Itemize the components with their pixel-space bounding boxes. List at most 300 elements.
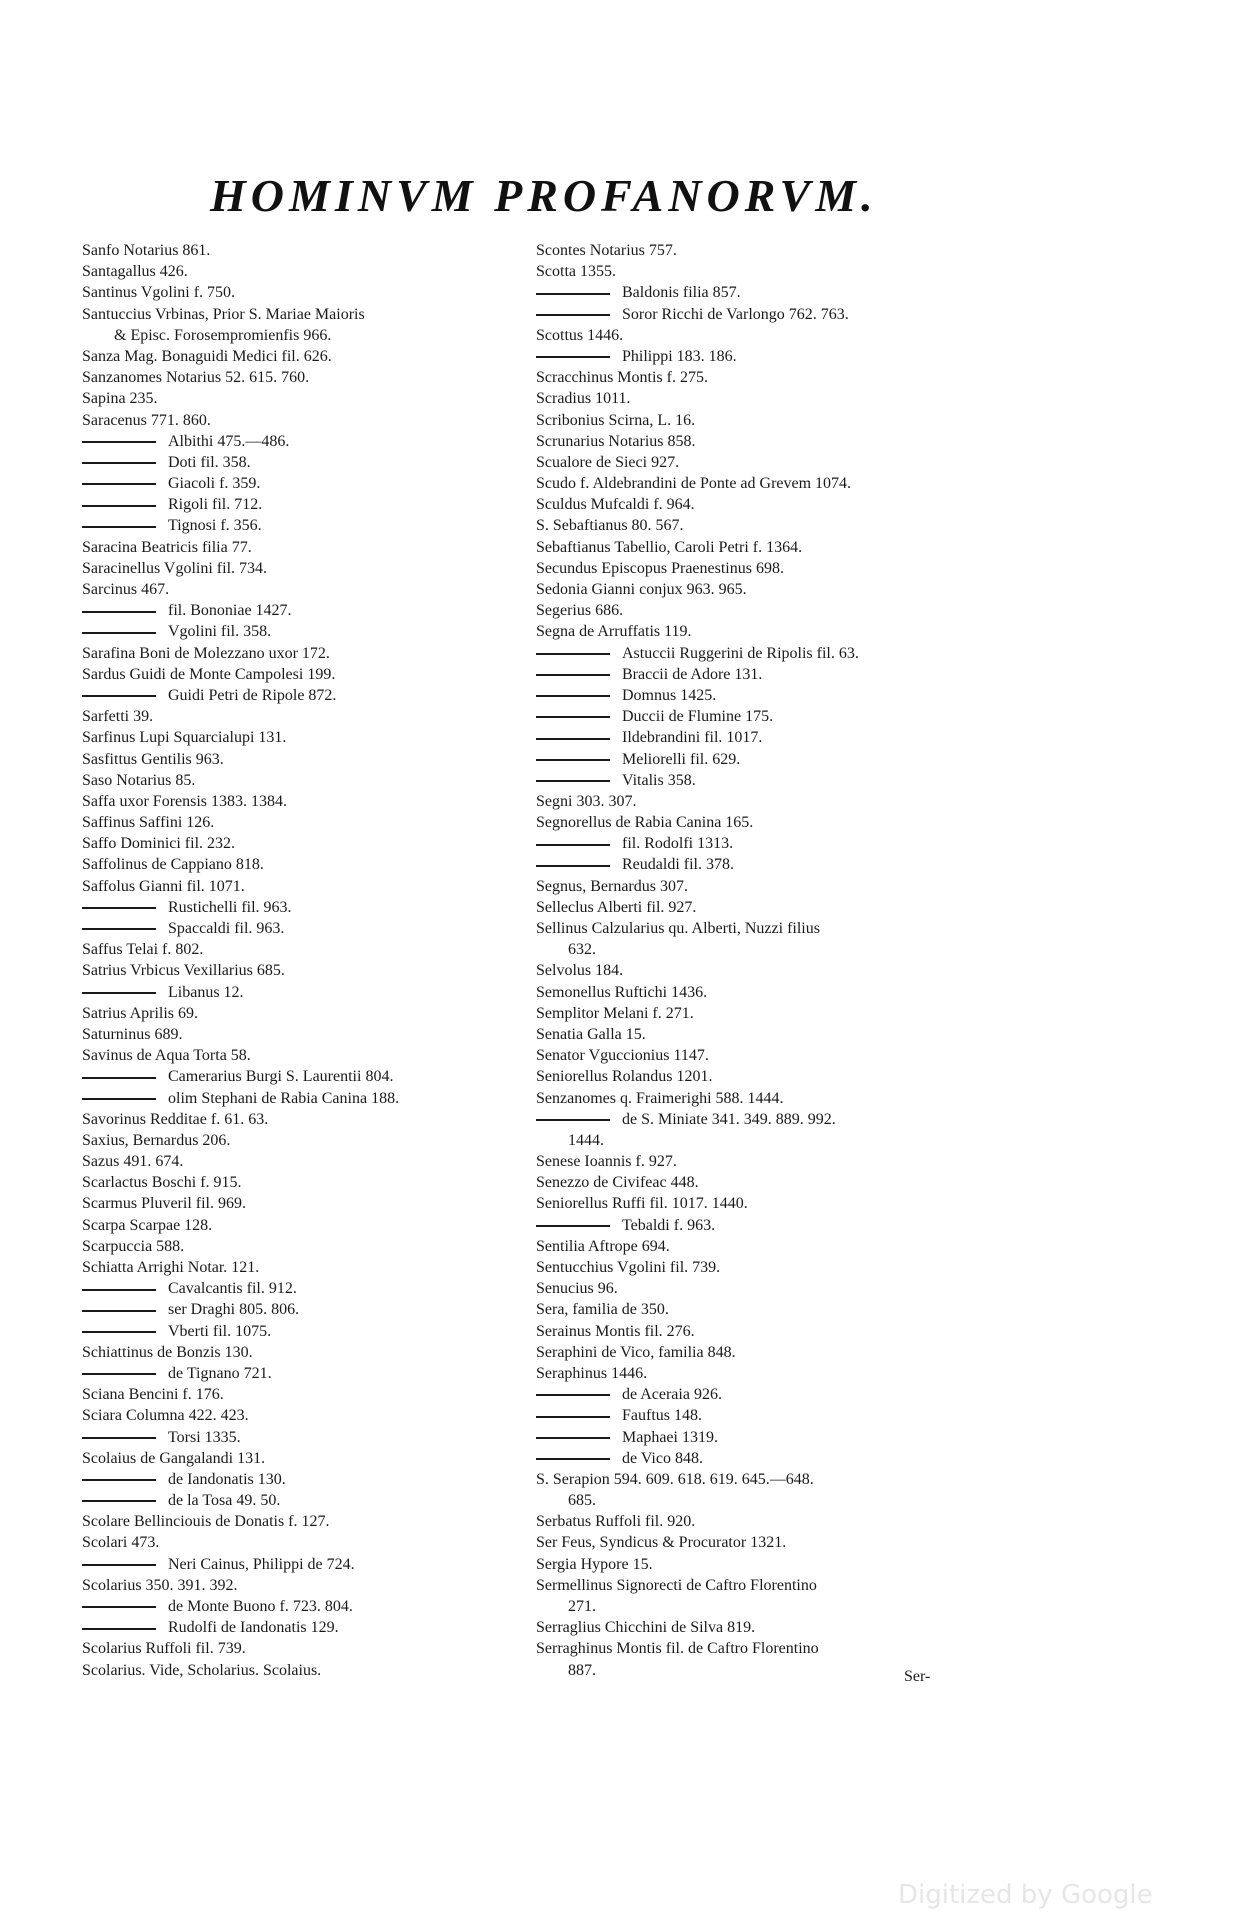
index-entry [82, 749, 522, 770]
index-entry [82, 1660, 522, 1681]
entry-text: Saffa uxor Forensis 1383. 1384. [82, 792, 288, 810]
index-entry [82, 812, 522, 833]
index-entry [536, 473, 996, 494]
index-entry [536, 388, 996, 409]
index-entry [82, 452, 522, 473]
entry-text: Sarafina Boni de Molezzano uxor 172. [82, 644, 330, 662]
index-entry [82, 833, 522, 854]
ditto-dash [82, 1628, 156, 1630]
ditto-dash [82, 632, 156, 634]
entry-text: Domnus 1425. [622, 686, 717, 704]
index-entry [82, 1575, 522, 1596]
entry-text: Vgolini fil. 358. [168, 623, 272, 641]
entry-text: Braccii de Adore 131. [622, 665, 763, 683]
entry-text: Semonellus Ruftichi 1436. [536, 983, 708, 1001]
index-entry [82, 367, 522, 388]
index-entry [536, 1257, 996, 1278]
index-entry [82, 304, 522, 325]
ditto-dash [536, 293, 610, 295]
entry-text: Senucius 96. [536, 1280, 618, 1298]
index-entry [536, 1617, 996, 1638]
entry-text: Sedonia Gianni conjux 963. 965. [536, 581, 747, 598]
entry-text: Sciara Columna 422. 423. [82, 1407, 249, 1425]
entry-text: Sciana Bencini f. 176. [82, 1386, 224, 1404]
index-entry [82, 1321, 522, 1342]
index-entry [82, 1109, 522, 1130]
index-entry [536, 621, 996, 642]
index-entry [536, 431, 996, 452]
index-entry [82, 1469, 522, 1490]
entry-text: Scudo f. Aldebrandini de Ponte ad Grevem 1074. [536, 475, 852, 493]
ditto-dash [82, 1479, 156, 1481]
ditto-dash [82, 526, 156, 528]
entry-text: Saffo Dominici fil. 232. [82, 835, 236, 853]
index-entry [82, 643, 522, 664]
index-entry [82, 1066, 522, 1087]
index-column-left [82, 240, 522, 1681]
index-entry [82, 1215, 522, 1236]
index-entry [82, 1490, 522, 1511]
entry-text: Saffolus Gianni fil. 1071. [82, 877, 245, 895]
index-entry [82, 1172, 522, 1193]
ditto-dash [536, 1225, 610, 1227]
index-entry [536, 1066, 996, 1087]
entry-text: S. Sebaftianus 80. 567. [536, 517, 684, 535]
ditto-dash [82, 1077, 156, 1079]
index-entry [536, 727, 996, 748]
entry-text: Saracina Beatricis filia 77. [82, 538, 252, 556]
index-entry [82, 325, 522, 346]
index-entry [536, 854, 996, 875]
entry-text: Libanus 12. [168, 983, 244, 1001]
index-entry [536, 1384, 996, 1405]
entry-text: Secundus Episcopus Praenestinus 698. [536, 559, 784, 577]
index-entry [536, 494, 996, 515]
index-entry [536, 325, 996, 346]
index-entry [82, 1045, 522, 1066]
index-entry [82, 1638, 522, 1659]
index-entry [82, 621, 522, 642]
index-entry [82, 1024, 522, 1045]
index-entry [536, 897, 996, 918]
index-entry [536, 1045, 996, 1066]
index-entry [82, 515, 522, 536]
index-entry [536, 918, 996, 939]
index-entry [536, 600, 996, 621]
index-entry [536, 537, 996, 558]
entry-text: Scontes Notarius 757. [536, 242, 677, 259]
index-entry [536, 1363, 996, 1384]
index-entry [536, 452, 996, 473]
entry-text: Scarpa Scarpae 128. [82, 1216, 213, 1234]
index-entry [82, 876, 522, 897]
entry-text: Giacoli f. 359. [168, 475, 261, 493]
index-entry [536, 982, 996, 1003]
ditto-dash [536, 738, 610, 740]
entry-text: Scolaius de Gangalandi 131. [82, 1449, 266, 1467]
index-column-right [536, 240, 996, 1681]
index-entry [82, 706, 522, 727]
index-entry [82, 282, 522, 303]
ditto-dash [536, 1119, 610, 1121]
index-entry [536, 1278, 996, 1299]
index-entry [82, 579, 522, 600]
index-entry [536, 685, 996, 706]
index-entry [82, 854, 522, 875]
index-entry [82, 537, 522, 558]
index-entry [82, 1405, 522, 1426]
entry-text: Rigoli fil. 712. [168, 496, 263, 514]
index-entry [536, 1299, 996, 1320]
index-entry [82, 261, 522, 282]
entry-text: de Monte Buono f. 723. 804. [168, 1598, 353, 1615]
entry-text: Ildebrandini fil. 1017. [622, 729, 763, 747]
ditto-dash [82, 1500, 156, 1502]
entry-text: Seniorellus Ruffi fil. 1017. 1440. [536, 1195, 748, 1213]
index-entry [82, 431, 522, 452]
index-entry [536, 1172, 996, 1193]
entry-text: Saso Notarius 85. [82, 771, 196, 789]
entry-text: Scolarius. Vide, Scholarius. Scolaius. [82, 1661, 322, 1679]
entry-text: Saracenus 771. 860. [82, 411, 211, 429]
entry-text: Sentilia Aftrope 694. [536, 1237, 670, 1255]
index-entry [82, 664, 522, 685]
index-entry [82, 558, 522, 579]
entry-text: Seniorellus Rolandus 1201. [536, 1068, 713, 1086]
entry-text: Saffinus Saffini 126. [82, 814, 215, 832]
entry-text: Scrunarius Notarius 858. [536, 432, 696, 450]
entry-text: Reudaldi fil. 378. [622, 856, 734, 874]
entry-text: Saracinellus Vgolini fil. 734. [82, 559, 268, 577]
entry-text: Senese Ioannis f. 927. [536, 1153, 677, 1171]
index-entry [82, 1448, 522, 1469]
entry-text: Sebaftianus Tabellio, Caroli Petri f. 1364. [536, 538, 803, 556]
index-entry [536, 1236, 996, 1257]
index-entry [82, 1384, 522, 1405]
entry-text: Saffus Telai f. 802. [82, 941, 204, 959]
index-entry [82, 1554, 522, 1575]
index-entry [82, 600, 522, 621]
entry-text: Fauftus 148. [622, 1407, 702, 1425]
ditto-dash [82, 695, 156, 697]
index-entry [536, 1193, 996, 1214]
ditto-dash [82, 907, 156, 909]
index-entry [536, 1469, 996, 1490]
entry-text: Senezzo de Civifeac 448. [536, 1174, 699, 1192]
entry-text: Sera, familia de 350. [536, 1301, 669, 1319]
index-entry [82, 685, 522, 706]
index-entry [536, 579, 996, 600]
entry-text: Sasfittus Gentilis 963. [82, 750, 224, 768]
entry-text: Selleclus Alberti fil. 927. [536, 898, 697, 916]
index-entry [82, 1193, 522, 1214]
ditto-dash [536, 674, 610, 676]
index-entry [82, 240, 522, 261]
entry-text: de Vico 848. [622, 1449, 703, 1467]
ditto-dash [536, 780, 610, 782]
ditto-dash [536, 1394, 610, 1396]
index-entry [82, 1257, 522, 1278]
entry-text: Tignosi f. 356. [168, 517, 262, 535]
index-entry [536, 749, 996, 770]
index-entry [82, 494, 522, 515]
entry-text: Sarfinus Lupi Squarcialupi 131. [82, 729, 287, 747]
entry-text: Sarcinus 467. [82, 581, 170, 598]
index-entry [536, 1109, 996, 1130]
entry-text: Sanzanomes Notarius 52. 615. 760. [82, 369, 310, 387]
index-entry [536, 367, 996, 388]
entry-text: fil. Bononiae 1427. [168, 602, 292, 620]
entry-text: Scualore de Sieci 927. [536, 453, 680, 471]
entry-text: 887. [568, 1661, 596, 1679]
ditto-dash [82, 1098, 156, 1100]
entry-text: Neri Cainus, Philippi de 724. [168, 1555, 355, 1573]
entry-text: Scolari 473. [82, 1534, 160, 1552]
entry-text: Scottus 1446. [536, 326, 624, 344]
entry-text: Serraghinus Montis fil. de Caftro Florentino [536, 1640, 819, 1658]
entry-text: Rudolfi de Iandonatis 129. [168, 1619, 339, 1637]
index-entry [82, 1130, 522, 1151]
entry-text: Maphaei 1319. [622, 1428, 718, 1446]
entry-text: Tebaldi f. 963. [622, 1216, 716, 1234]
index-entry [536, 1511, 996, 1532]
ditto-dash [536, 314, 610, 316]
entry-text: Segna de Arruffatis 119. [536, 623, 692, 641]
index-entry [82, 1003, 522, 1024]
ditto-dash [82, 928, 156, 930]
index-entry [536, 1405, 996, 1426]
entry-text: Semplitor Melani f. 271. [536, 1004, 694, 1022]
entry-text: Sazus 491. 674. [82, 1153, 184, 1171]
index-entry [536, 1088, 996, 1109]
index-entry [536, 643, 996, 664]
entry-text: Sapina 235. [82, 390, 158, 408]
entry-text: Scolare Bellinciouis de Donatis f. 127. [82, 1513, 330, 1531]
entry-text: Philippi 183. 186. [622, 347, 737, 365]
index-entry [536, 1596, 996, 1617]
entry-text: Scarpuccia 588. [82, 1237, 185, 1255]
index-entry [536, 1342, 996, 1363]
index-entry [536, 1427, 996, 1448]
ditto-dash [82, 992, 156, 994]
index-entry [536, 1151, 996, 1172]
ditto-dash [82, 1331, 156, 1333]
entry-text: Scolarius 350. 391. 392. [82, 1576, 238, 1594]
index-entry [536, 960, 996, 981]
entry-text: Sarfetti 39. [82, 708, 154, 726]
entry-text: Serbatus Ruffoli fil. 920. [536, 1513, 696, 1531]
index-entry [536, 939, 996, 960]
index-entry [82, 1617, 522, 1638]
ditto-dash [82, 1373, 156, 1375]
entry-text: Astuccii Ruggerini de Ripolis fil. 63. [622, 644, 859, 662]
entry-text: Senator Vguccionius 1147. [536, 1047, 709, 1065]
entry-text: Seraphinus 1446. [536, 1364, 648, 1382]
entry-text: Sellinus Calzularius qu. Alberti, Nuzzi filius [536, 920, 820, 937]
index-entry [82, 770, 522, 791]
entry-text: de Aceraia 926. [622, 1386, 722, 1404]
index-entry [536, 261, 996, 282]
entry-text: 1444. [568, 1131, 604, 1149]
entry-text: Sergia Hypore 15. [536, 1555, 653, 1573]
index-entry [536, 1130, 996, 1151]
index-entry [536, 770, 996, 791]
entry-text: Segnus, Bernardus 307. [536, 877, 688, 895]
entry-text: Selvolus 184. [536, 962, 624, 980]
index-entry [82, 1532, 522, 1553]
page-title: HOMINVM PROFANORVM. [210, 170, 878, 221]
entry-text: Albithi 475.—486. [168, 432, 290, 450]
ditto-dash [536, 356, 610, 358]
entry-text: Scradius 1011. [536, 390, 631, 408]
index-entry [536, 1448, 996, 1469]
entry-text: Savinus de Aqua Torta 58. [82, 1047, 251, 1065]
index-entry [82, 346, 522, 367]
ditto-dash [536, 844, 610, 846]
index-entry [82, 1427, 522, 1448]
index-entry [82, 1236, 522, 1257]
entry-text: Serainus Montis fil. 276. [536, 1322, 695, 1340]
index-entry [536, 1532, 996, 1553]
index-entry [536, 1003, 996, 1024]
entry-text: Sanza Mag. Bonaguidi Medici fil. 626. [82, 347, 332, 365]
entry-text: 632. [568, 941, 596, 959]
ditto-dash [536, 1416, 610, 1418]
index-entry [536, 240, 996, 261]
index-entry [536, 1490, 996, 1511]
entry-text: & Episc. Forosempromienfis 966. [114, 326, 332, 344]
entry-text: Saxius, Bernardus 206. [82, 1131, 231, 1149]
entry-text: ser Draghi 805. 806. [168, 1301, 300, 1319]
index-entry [82, 727, 522, 748]
index-entry [536, 558, 996, 579]
ditto-dash [82, 505, 156, 507]
ditto-dash [82, 1606, 156, 1608]
index-entry [82, 1596, 522, 1617]
ditto-dash [536, 695, 610, 697]
index-entry [536, 410, 996, 431]
index-entry [536, 1215, 996, 1236]
index-entry [536, 876, 996, 897]
index-entry [536, 791, 996, 812]
entry-text: Meliorelli fil. 629. [622, 750, 741, 768]
ditto-dash [82, 1564, 156, 1566]
index-entry [82, 410, 522, 431]
entry-text: Savorinus Redditae f. 61. 63. [82, 1110, 269, 1128]
index-entry [82, 1278, 522, 1299]
entry-text: Santinus Vgolini f. 750. [82, 284, 236, 302]
index-entry [82, 1511, 522, 1532]
entry-text: Scarmus Pluveril fil. 969. [82, 1195, 246, 1213]
entry-text: Scracchinus Montis f. 275. [536, 369, 708, 387]
index-entry [82, 1299, 522, 1320]
index-entry [536, 664, 996, 685]
entry-text: Saturninus 689. [82, 1025, 183, 1043]
index-entry [536, 706, 996, 727]
ditto-dash [82, 1310, 156, 1312]
entry-text: fil. Rodolfi 1313. [622, 835, 734, 853]
entry-text: Senzanomes q. Fraimerighi 588. 1444. [536, 1089, 784, 1107]
index-entry [82, 897, 522, 918]
index-entry [82, 1363, 522, 1384]
entry-text: de Tignano 721. [168, 1364, 272, 1382]
entry-text: de S. Miniate 341. 349. 889. 992. [622, 1110, 836, 1128]
index-entry [536, 304, 996, 325]
entry-text: Vitalis 358. [622, 771, 696, 789]
index-entry [82, 939, 522, 960]
index-entry [82, 918, 522, 939]
index-entry [536, 1575, 996, 1596]
ditto-dash [82, 462, 156, 464]
ditto-dash [536, 865, 610, 867]
entry-text: olim Stephani de Rabia Canina 188. [168, 1089, 400, 1107]
ditto-dash [536, 716, 610, 718]
entry-text: Camerarius Burgi S. Laurentii 804. [168, 1068, 394, 1086]
entry-text: Seraphini de Vico, familia 848. [536, 1343, 736, 1361]
entry-text: Sermellinus Signorecti de Caftro Florentino [536, 1576, 817, 1594]
entry-text: Schiatta Arrighi Notar. 121. [82, 1259, 260, 1276]
digitization-watermark: Digitized by Google [898, 1880, 1153, 1910]
entry-text: Segni 303. 307. [536, 792, 637, 810]
entry-text: Cavalcantis fil. 912. [168, 1280, 297, 1298]
entry-text: Soror Ricchi de Varlongo 762. 763. [622, 305, 849, 323]
index-entry [82, 1342, 522, 1363]
entry-text: Vberti fil. 1075. [168, 1322, 272, 1340]
entry-text: Satrius Vrbicus Vexillarius 685. [82, 962, 285, 980]
entry-text: de Iandonatis 130. [168, 1470, 286, 1488]
entry-text: Saffolinus de Cappiano 818. [82, 856, 264, 874]
index-entry [82, 388, 522, 409]
index-entry [82, 982, 522, 1003]
ditto-dash [82, 1289, 156, 1291]
entry-text: S. Serapion 594. 609. 618. 619. 645.—648. [536, 1470, 814, 1488]
index-entry [536, 1321, 996, 1342]
entry-text: Duccii de Flumine 175. [622, 708, 774, 726]
entry-text: Segerius 686. [536, 602, 624, 620]
index-entry [536, 1554, 996, 1575]
entry-text: Satrius Aprilis 69. [82, 1004, 199, 1022]
index-entry [536, 1638, 996, 1659]
index-entry [82, 791, 522, 812]
index-entry [82, 1088, 522, 1109]
entry-text: Scribonius Scirna, L. 16. [536, 411, 696, 429]
entry-text: Doti fil. 358. [168, 453, 251, 471]
ditto-dash [82, 483, 156, 485]
entry-text: Sculdus Mufcaldi f. 964. [536, 496, 695, 514]
entry-text: Schiattinus de Bonzis 130. [82, 1343, 253, 1361]
entry-text: Sardus Guidi de Monte Campolesi 199. [82, 665, 336, 683]
ditto-dash [536, 653, 610, 655]
index-entry [536, 833, 996, 854]
entry-text: Segnorellus de Rabia Canina 165. [536, 814, 754, 832]
index-entry [82, 1151, 522, 1172]
entry-text: Baldonis filia 857. [622, 284, 741, 302]
entry-text: Ser Feus, Syndicus & Procurator 1321. [536, 1534, 787, 1552]
entry-text: 685. [568, 1492, 596, 1510]
entry-text: Scolarius Ruffoli fil. 739. [82, 1640, 246, 1658]
entry-text: Serraglius Chicchini de Silva 819. [536, 1619, 756, 1637]
entry-text: 271. [568, 1598, 596, 1615]
entry-text: Scarlactus Boschi f. 915. [82, 1174, 242, 1192]
entry-text: de la Tosa 49. 50. [168, 1492, 281, 1510]
ditto-dash [536, 1458, 610, 1460]
catchword: Ser- [904, 1668, 931, 1685]
entry-text: Torsi 1335. [168, 1428, 241, 1446]
index-entry [536, 282, 996, 303]
ditto-dash [82, 611, 156, 613]
entry-text: Guidi Petri de Ripole 872. [168, 686, 337, 704]
entry-text: Spaccaldi fil. 963. [168, 920, 285, 937]
